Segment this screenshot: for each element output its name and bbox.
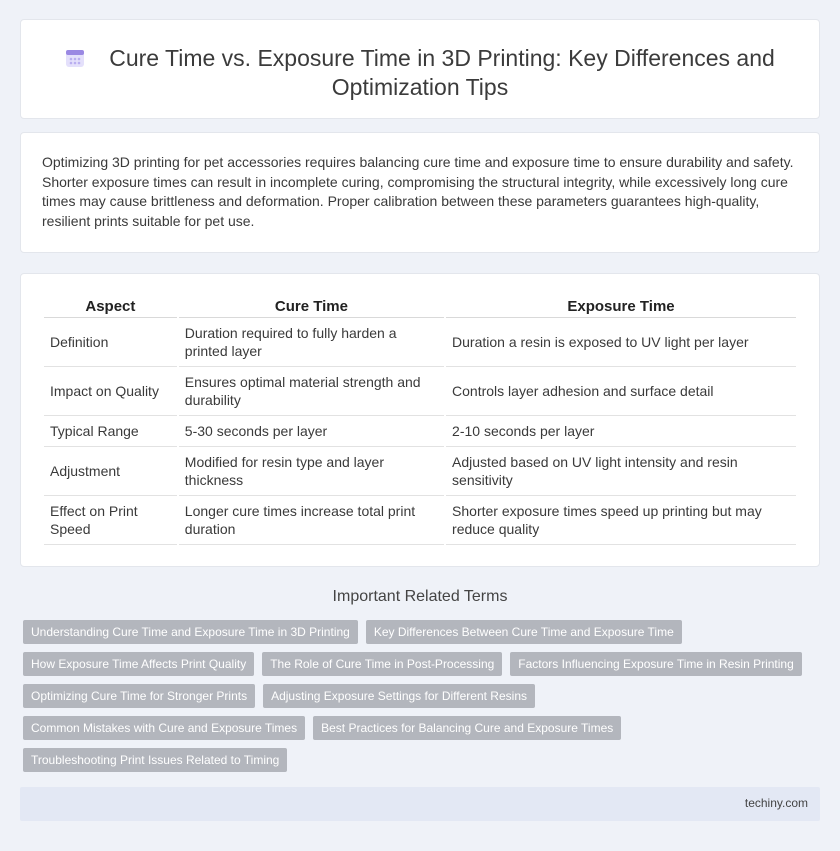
related-term-tag[interactable]: Common Mistakes with Cure and Exposure Times — [23, 716, 305, 740]
related-term-tag[interactable]: Key Differences Between Cure Time and Exposure Time — [366, 620, 682, 644]
row-exposure-time: Shorter exposure times speed up printing but may reduce quality — [446, 496, 796, 545]
row-exposure-time: 2-10 seconds per layer — [446, 416, 796, 447]
related-term-tag[interactable]: Adjusting Exposure Settings for Different Resins — [263, 684, 535, 708]
related-term-tag[interactable]: Best Practices for Balancing Cure and Exposure Times — [313, 716, 621, 740]
table-row — [44, 367, 796, 416]
table-header-row — [44, 296, 796, 318]
row-aspect: Adjustment — [44, 447, 177, 496]
page-title — [21, 44, 819, 102]
header-cure-time: Cure Time — [179, 296, 444, 318]
row-aspect: Effect on Print Speed — [44, 496, 177, 545]
row-cure-time: Duration required to fully harden a printed layer — [179, 318, 444, 367]
footer — [20, 787, 820, 821]
related-term-tag[interactable]: Understanding Cure Time and Exposure Time in 3D Printing — [23, 620, 358, 644]
related-term-tag[interactable]: The Role of Cure Time in Post-Processing — [262, 652, 502, 676]
header-aspect: Aspect — [44, 296, 177, 318]
comparison-table-card — [20, 273, 820, 567]
related-term-tag[interactable]: How Exposure Time Affects Print Quality — [23, 652, 254, 676]
table-row — [44, 447, 796, 496]
footer-site-link[interactable]: techiny.com — [744, 796, 808, 810]
comparison-table — [42, 296, 798, 545]
table-row — [44, 496, 796, 545]
row-cure-time: Longer cure times increase total print duration — [179, 496, 444, 545]
header-card — [20, 19, 820, 119]
related-term-tag[interactable]: Optimizing Cure Time for Stronger Prints — [23, 684, 255, 708]
table-row — [44, 318, 796, 367]
related-terms-heading: Important Related Terms — [332, 588, 508, 605]
row-aspect: Typical Range — [44, 416, 177, 447]
row-aspect: Impact on Quality — [44, 367, 177, 416]
row-cure-time: Modified for resin type and layer thickness — [179, 447, 444, 496]
intro-card — [20, 132, 820, 253]
intro-paragraph: Optimizing 3D printing for pet accessories requires balancing cure time and exposure time to ensure durability and safety. Shorter exposure times can result in incomplete curing, compromising the structural integrity, while excessively long cure times may cause brittleness and deformation. Proper calibration between these parameters guarantees high-quality, resilient prints suitable for pet use. — [42, 154, 794, 229]
row-aspect: Definition — [44, 318, 177, 367]
row-cure-time: Ensures optimal material strength and durability — [179, 367, 444, 416]
related-term-tag[interactable]: Factors Influencing Exposure Time in Resin Printing — [510, 652, 801, 676]
calendar-icon — [65, 48, 85, 68]
page-title-text: Cure Time vs. Exposure Time in 3D Printing: Key Differences and Optimization Tips — [109, 45, 775, 100]
row-exposure-time: Duration a resin is exposed to UV light per layer — [446, 318, 796, 367]
row-exposure-time: Adjusted based on UV light intensity and resin sensitivity — [446, 447, 796, 496]
row-cure-time: 5-30 seconds per layer — [179, 416, 444, 447]
related-terms-list — [23, 620, 813, 772]
table-row — [44, 416, 796, 447]
related-term-tag[interactable]: Troubleshooting Print Issues Related to Timing — [23, 748, 287, 772]
row-exposure-time: Controls layer adhesion and surface detail — [446, 367, 796, 416]
header-exposure-time: Exposure Time — [446, 296, 796, 318]
